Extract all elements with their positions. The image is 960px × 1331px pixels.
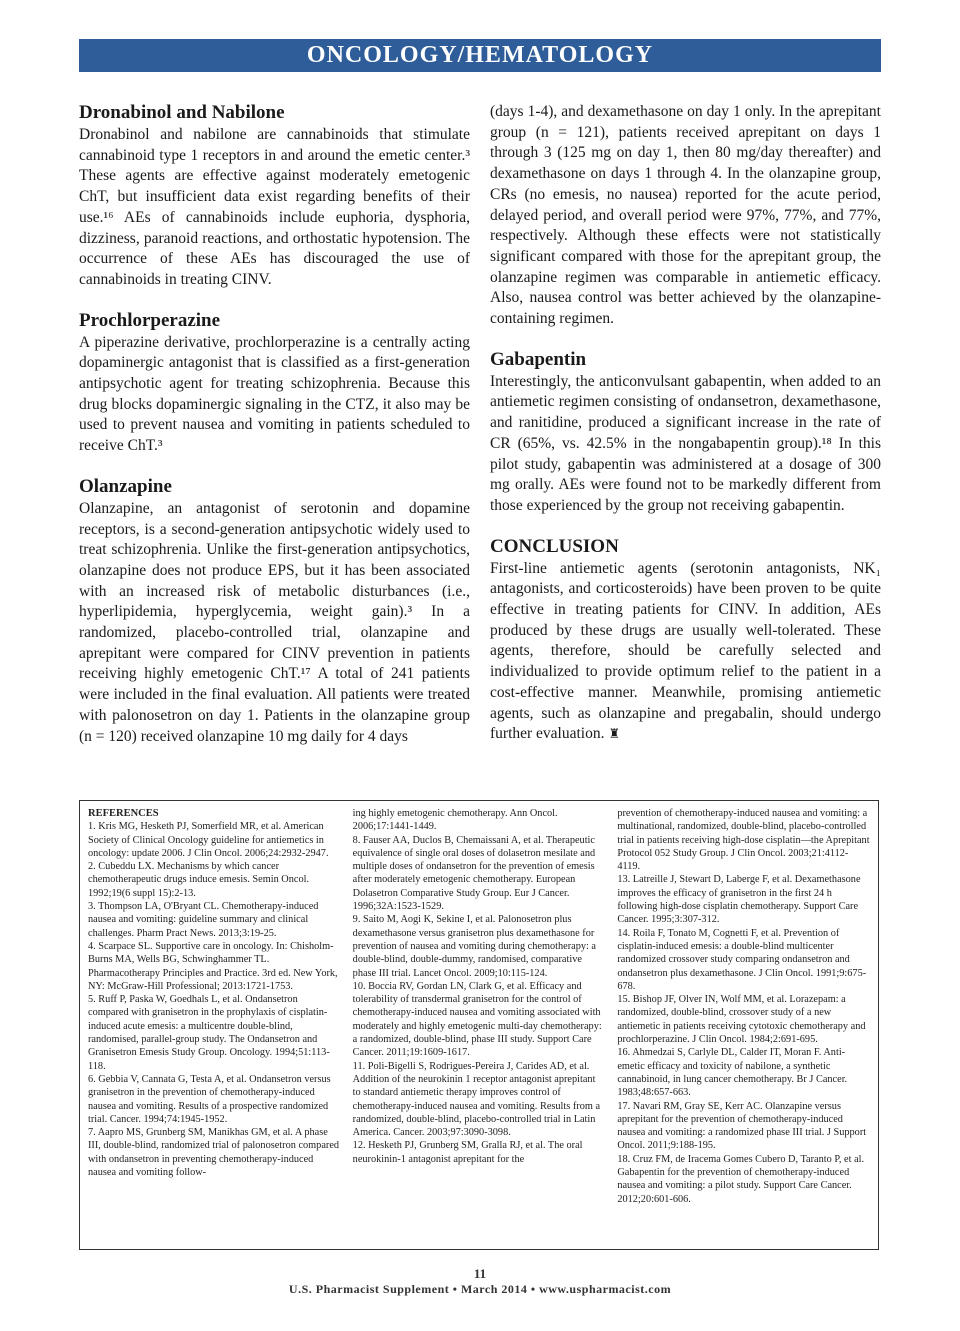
references-box bbox=[79, 800, 879, 1250]
paragraph-conclusion bbox=[490, 559, 881, 745]
paragraph-olanzapine-continued: (days 1-4), and dexamethasone on day 1 only. In the aprepitant group (n = 121), patients received aprepitant on days 1 through 3 (125 mg on day 1, then 80 mg/day thereafter) and dexamethasone on days 1 through 4. In the olanzapine group, CRs (no emesis, no nausea) reported for the acute period, delayed period, and overall period were 97%, 77%, and 77%, respectively. Although these effects were not statistically significant compared with those for the aprepitant group, the olanzapine regimen was comparable in antiemetic efficacy. Also, nausea control was better achieved by the olanzapine-containing regimen. bbox=[490, 103, 881, 328]
heading-gabapentin: Gabapentin bbox=[490, 348, 587, 370]
reference-item: 6. Gebbia V, Cannata G, Testa A, et al. Ondansetron versus granisetron in the prevention of chemotherapy-induced nausea and vomiting. Results of a prospective randomized trial. Cancer. 1994;74:1945-1952. bbox=[88, 1073, 331, 1125]
reference-item: 12. Hesketh PJ, Grunberg SM, Gralla RJ, et al. The oral neurokinin-1 antagonist aprepitant for the bbox=[352, 1140, 583, 1165]
page-number: 11 bbox=[473, 1266, 487, 1281]
right-column bbox=[490, 102, 881, 745]
paragraph-dronabinol: Dronabinol and nabilone are cannabinoids that stimulate cannabinoid type 1 receptors in and around the emetic center.³ These agents are effective against moderately emetogenic ChT, but insufficient data exist regarding benefits of their use.¹⁶ AEs of cannabinoids include euphoria, dysphoria, dizziness, paranoid reactions, and orthostatic hypotension. The occurrence of these AEs has discouraged the use of cannabinoids in treating CINV. bbox=[79, 126, 470, 288]
paragraph-prochlorperazine: A piperazine derivative, prochlorperazine is a centrally acting dopaminergic antagonist that is classified as a first-generation antipsychotic agent for treating schizophrenia. Because this drug blocks dopaminergic signaling in the CTZ, it also may be used to prevent nausea and vomiting in patients scheduled to receive ChT.³ bbox=[79, 333, 470, 455]
heading-conclusion: CONCLUSION bbox=[490, 535, 619, 557]
reference-item: 4. Scarpace SL. Supportive care in oncology. In: Chisholm-Burns MA, Wells BG, Schwinghammer TL. Pharmacotherapy Principles and Practice. 3rd ed. New York, NY: McGraw-Hill Professional; 2013:1721-1753. bbox=[88, 940, 338, 992]
reference-item: 1. Kris MG, Hesketh PJ, Somerfield MR, et al. American Society of Clinical Oncology guideline for antiemetics in oncology: update 2006. J Clin Oncol. 2006;24:2932-2947. bbox=[88, 821, 329, 859]
conclusion-text: First-line antiemetic agents (serotonin antagonists, NK₁ antagonists, and corticosteroids) have been proven to be quite effective in treating patients for CINV. In addition, AEs produced by these drugs are usually well-tolerated. These agents, therefore, should be carefully selected and individualized to provide optimum relief to the patient in a cost-effective manner. Meanwhile, promising antiemetic agents, such as olanzapine and pregabalin, should undergo further evaluation. bbox=[490, 559, 881, 743]
reference-item: 18. Cruz FM, de Iracema Gomes Cubero D, Taranto P, et al. Gabapentin for the prevention of chemotherapy-induced nausea and vomiting: a pilot study. Support Care Cancer. 2012;20:601-606. bbox=[617, 1153, 865, 1205]
references-column-3 bbox=[617, 807, 870, 1245]
paragraph-olanzapine: Olanzapine, an antagonist of serotonin and dopamine receptors, is a second-generation antipsychotic widely used to treat schizophrenia. Unlike the first-generation antipsychotics, olanzapine does not produce EPS, but it has been associated with an increased risk of metabolic disturbances (i.e., hyperlipidemia, hyperglycemia, weight gain).³ In a randomized, placebo-controlled trial, olanzapine and aprepitant were compared for CINV prevention in patients receiving highly emetogenic ChT.¹⁷ A total of 241 patients were included in the final evaluation. All patients were treated with palonosetron on day 1. Patients in the olanzapine group (n = 120) received olanzapine 10 mg daily for 4 days bbox=[79, 499, 470, 745]
reference-item: 3. Thompson LA, O'Bryant CL. Chemotherapy-induced nausea and vomiting: guideline summary and clinical challenges. Pharm Pract News. 2013;3:19-25. bbox=[88, 901, 319, 939]
reference-item: 15. Bishop JF, Olver IN, Wolf MM, et al. Lorazepam: a randomized, double-blind, crossover study of a new antiemetic in patients receiving cytotoxic chemotherapy and prochlorperazine. J Clin Oncol. 1984;2:691-695. bbox=[617, 994, 866, 1046]
reference-item: 5. Ruff P, Paska W, Goedhals L, et al. Ondansetron compared with granisetron in the prophylaxis of cisplatin-induced acute emesis: a multicentre double-blind, randomised, parallel-group study. The Ondansetron and Granisetron Emesis Study Group. Oncology. 1994;51:113-118. bbox=[88, 994, 330, 1072]
section-banner: ONCOLOGY/HEMATOLOGY bbox=[79, 39, 881, 72]
footer-line: U.S. Pharmacist Supplement • March 2014 • www.uspharmacist.com bbox=[288, 1282, 672, 1296]
heading-olanzapine: Olanzapine bbox=[79, 475, 172, 497]
references-title: REFERENCES bbox=[88, 808, 159, 819]
reference-item: 17. Navari RM, Gray SE, Kerr AC. Olanzapine versus aprepitant for the prevention of chemotherapy-induced nausea and vomiting: a randomized phase III trial. J Support Oncol. 2011;9:188-195. bbox=[617, 1100, 867, 1152]
heading-prochlorperazine: Prochlorperazine bbox=[79, 309, 221, 331]
reference-item: 10. Boccia RV, Gordan LN, Clark G, et al. Efficacy and tolerability of transdermal granisetron for the control of chemotherapy-induced nausea and vomiting associated with moderately and highly emetogenic multi-day chemotherapy: a randomized, double-blind, phase III study. Support Care Cancer. 2011;19:1609-1617. bbox=[352, 980, 602, 1059]
reference-item: prevention of chemotherapy-induced nausea and vomiting: a multinational, randomized, double-blind, placebo-controlled trial in patients receiving high-dose cisplatin—the Aprepitant Protocol 052 Study Group. J Clin Oncol. 2003;21:4112-4119. bbox=[617, 808, 870, 873]
reference-item: 7. Aapro MS, Grunberg SM, Manikhas GM, et al. A phase III, double-blind, randomized trial of palonosetron compared with ondansetron in preventing chemotherapy-induced nausea and vomiting follow- bbox=[88, 1127, 340, 1179]
reference-item: 8. Fauser AA, Duclos B, Chemaissani A, et al. Therapeutic equivalence of single oral doses of dolasetron mesilate and multiple doses of ondansetron for the prevention of emesis after moderately emetogenic chemotherapy. European Dolasetron Comparative Study Group. Eur J Cancer. 1996;32A:1523-1529. bbox=[352, 834, 596, 913]
reference-item: 11. Poli-Bigelli S, Rodrigues-Pereira J, Carides AD, et al. Addition of the neurokinin 1 receptor antagonist aprepitant to standard antiemetic therapy improves control of chemotherapy-induced nausea and vomiting. Results from a randomized, double-blind, placebo-controlled trial in Latin America. Cancer. 2003;97:3090-3098. bbox=[352, 1060, 601, 1139]
reference-item: 9. Saito M, Aogi K, Sekine I, et al. Palonosetron plus dexamethasone versus granisetron plus dexamethasone for prevention of nausea and vomiting during chemotherapy: a double-blind, double-dummy, randomised, comparative phase III trial. Lancet Oncol. 2009;10:115-124. bbox=[352, 914, 597, 979]
heading-dronabinol: Dronabinol and Nabilone bbox=[79, 102, 285, 123]
paragraph-gabapentin: Interestingly, the anticonvulsant gabapentin, when added to an antiemetic regimen consisting of ondansetron, dexamethasone, and ranitidine, produced a significant increase in the rate of CR (65%, vs. 42.5% in the nongabapentin group).¹⁸ In this pilot study, gabapentin was administered at a dosage of 300 mg orally. AEs were found not to be markedly different from those experienced by the group not receiving gabapentin. bbox=[490, 372, 881, 514]
references-column-1 bbox=[88, 807, 341, 1245]
left-column bbox=[79, 102, 470, 747]
reference-item: 2. Cubeddu LX. Mechanisms by which cancer chemotherapeutic drugs induce emesis. Semin Oncol. 1992;19(6 suppl 15):2-13. bbox=[88, 861, 310, 899]
end-mark-icon: ♜ bbox=[608, 726, 621, 742]
reference-item: 13. Latreille J, Stewart D, Laberge F, et al. Dexamethasone improves the efficacy of granisetron in the first 24 h following high-dose cisplatin chemotherapy. Support Care Cancer. 1995;3:307-312. bbox=[617, 874, 861, 926]
reference-item: 16. Ahmedzai S, Carlyle DL, Calder IT, Moran F. Anti-emetic efficacy and toxicity of nabilone, a synthetic cannabinoid, in lung cancer chemotherapy. Br J Cancer. 1983;48:657-663. bbox=[617, 1047, 848, 1099]
reference-item: ing highly emetogenic chemotherapy. Ann Oncol. 2006;17:1441-1449. bbox=[352, 808, 558, 833]
reference-item: 14. Roila F, Tonato M, Cognetti F, et al. Prevention of cisplatin-induced emesis: a double-blind multicenter randomized crossover study comparing ondansetron and ondansetron plus dexamethasone. J Clin Oncol. 1991;9:675-678. bbox=[617, 927, 867, 992]
references-column-2 bbox=[353, 807, 606, 1245]
